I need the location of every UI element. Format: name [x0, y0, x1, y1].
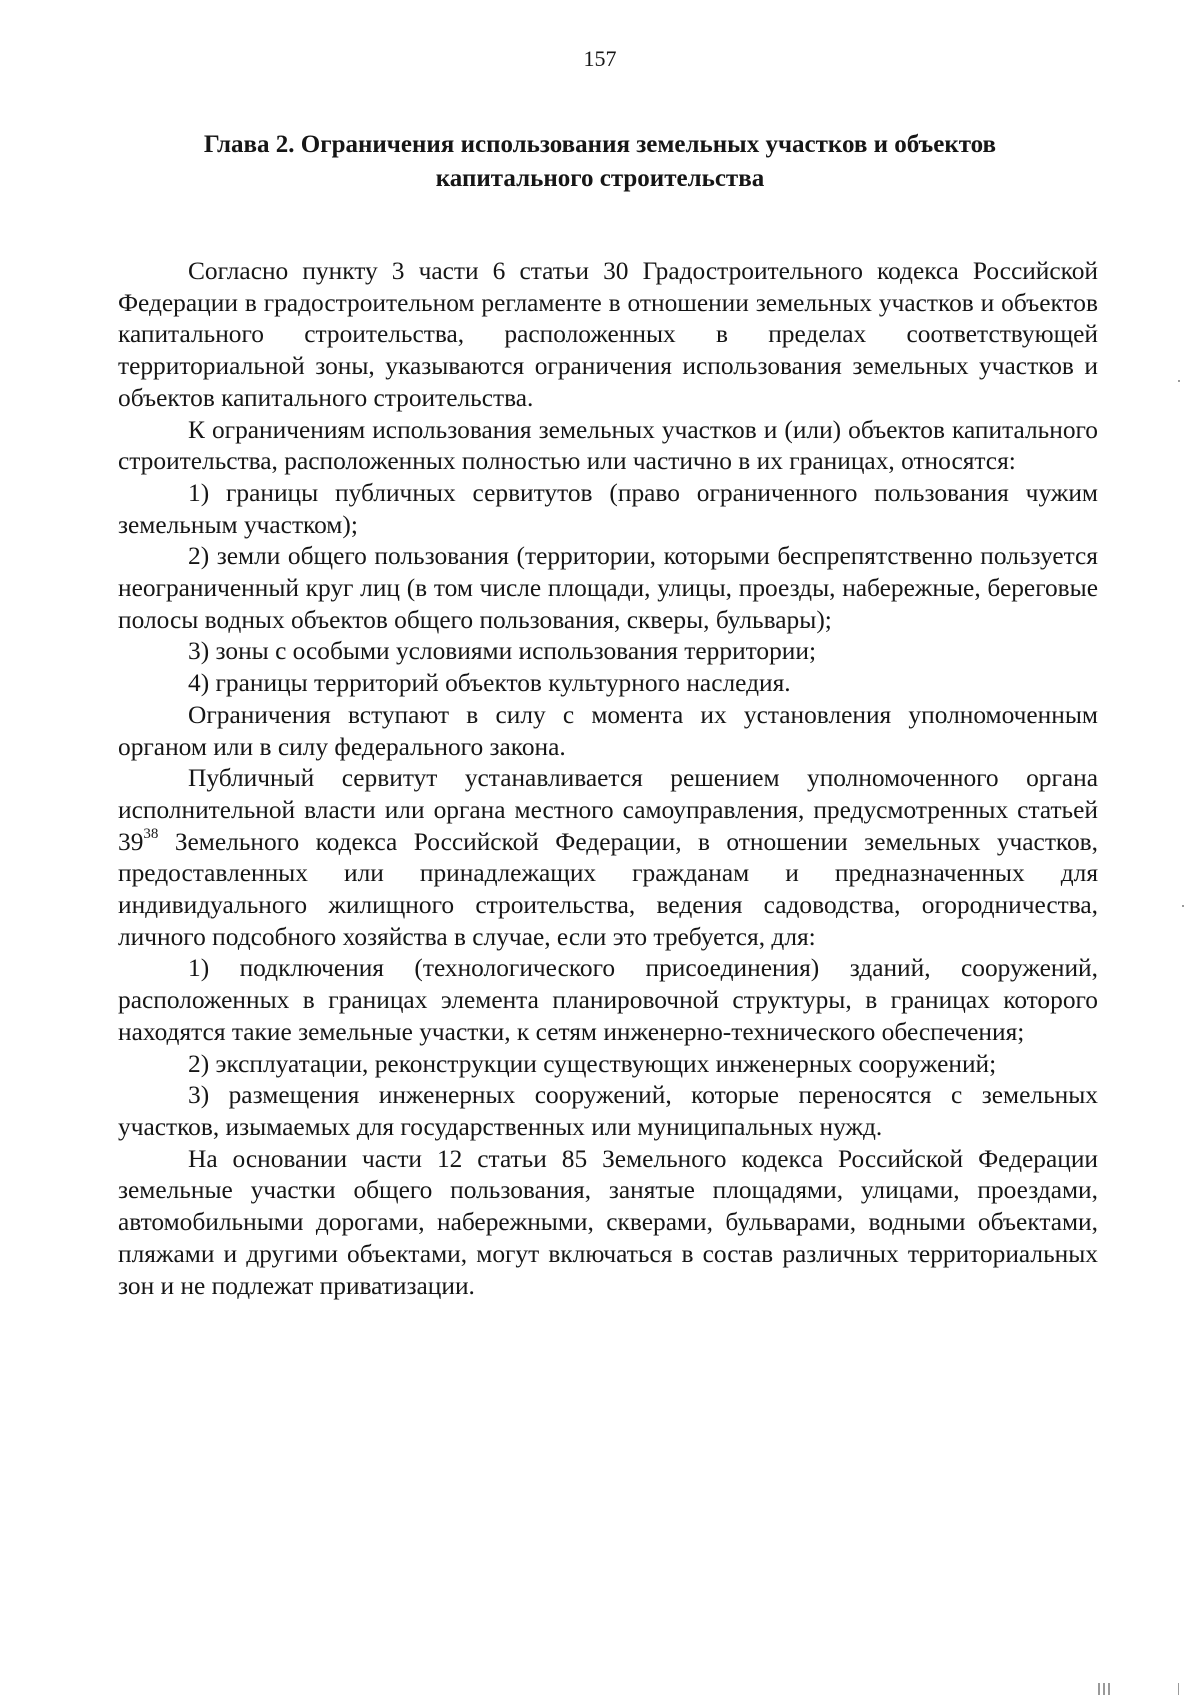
- servitude-item-placement: 3) размещения инженерных сооружений, которые переносятся с земельных участков, изымаемых для государственных или муниципальных нужд.: [118, 1081, 1098, 1141]
- chapter-title: Глава 2. Ограничения использования земельных участков и объектов капитального строительства: [203, 131, 997, 192]
- list-item-cultural-heritage: 4) границы территорий объектов культурного наследия.: [188, 669, 791, 698]
- scan-mark-right-middle: [1182, 905, 1184, 907]
- document-body: [118, 256, 1098, 1302]
- paragraph-intro: Согласно пункту 3 части 6 статьи 30 Градостроительного кодекса Российской Федерации в градостроительном регламенте в отношении земельных участков и объектов капитального строительства, расположенных в пределах соответствующей территориальной зоны, указываются ограничения использования земельных участков и объектов капитального строительства.: [118, 257, 1098, 412]
- list-item-public-servitudes: 1) границы публичных сервитутов (право ограниченного пользования чужим земельным участком);: [118, 478, 1098, 539]
- paragraph-effective-date: Ограничения вступают в силу с момента их установления уполномоченным органом или в силу федерального закона.: [118, 700, 1098, 761]
- servitude-item-exploitation: 2) эксплуатации, реконструкции существующих инженерных сооружений;: [188, 1049, 997, 1078]
- list-item-public-lands: 2) земли общего пользования (территории, которыми беспрепятственно пользуется неограниченный круг лиц (в том числе площади, улицы, проезды, набережные, береговые полосы водных объектов общего пользования, скверы, бульвары);: [118, 542, 1098, 634]
- footnote-superscript: 38: [143, 826, 159, 843]
- scan-mark-right-upper: [1178, 380, 1180, 382]
- scan-mark-bottom-right: [1178, 1683, 1179, 1695]
- servitude-item-connection: 1) подключения (технологического присоединения) зданий, сооружений, расположенных в границах элемента планировочной структуры, в границах которого находятся такие земельные участки, к сетям инженерно-технического обеспечения;: [118, 954, 1098, 1046]
- servitude-text-end: Земельного кодекса Российской Федерации, в отношении земельных участков, предоставленных или принадлежащих гражданам и предназначенных для индивидуального жилищного строительства, ведения садоводства, огородничества, личного подсобного хозяйства в случае, если это требуется, для:: [118, 827, 1098, 951]
- paragraph-restrictions-list-intro: К ограничениям использования земельных участков и (или) объектов капитального строительства, расположенных полностью или частично в их границах, относятся:: [118, 415, 1098, 476]
- paragraph-public-servitude: [118, 763, 1098, 953]
- paragraph-land-code-article-85: На основании части 12 статьи 85 Земельного кодекса Российской Федерации земельные участки общего пользования, занятые площадями, улицами, проездами, автомобильными дорогами, набережными, скверами, бульварами, водными объектами, пляжами и другими объектами, могут включаться в состав различных территориальных зон и не подлежат приватизации.: [118, 1144, 1098, 1300]
- page-number: 157: [583, 46, 617, 71]
- scan-mark-bottom-bar-3: [1108, 1683, 1110, 1695]
- scan-mark-bottom-bars: [1098, 1683, 1100, 1695]
- scan-mark-bottom-bar-2: [1103, 1683, 1105, 1695]
- list-item-special-zones: 3) зоны с особыми условиями использования территории;: [188, 637, 817, 666]
- servitude-text-start: Публичный сервитут устанавливается решением уполномоченного органа исполнительной власти или органа местного самоуправления, предусмотренных статьей 39: [118, 764, 1098, 856]
